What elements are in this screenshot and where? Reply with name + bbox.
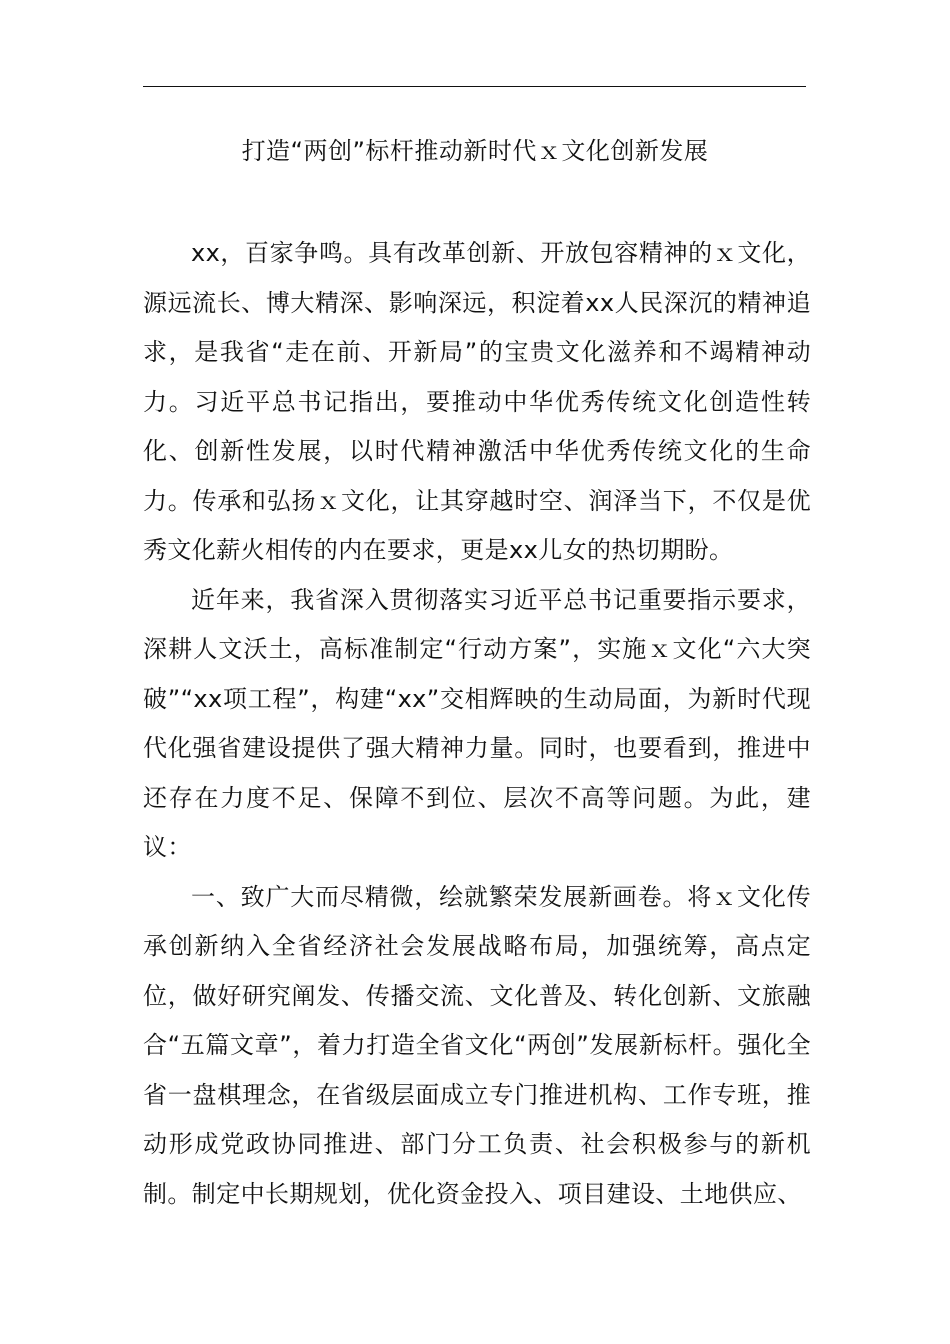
document-body — [143, 229, 811, 1219]
document-title: 打造“两创”标杆推动新时代ｘ文化创新发展 — [241, 137, 709, 165]
paragraph-suggestion-one: 一、致广大而尽精微，绘就繁荣发展新画卷。将ｘ文化传承创新纳入全省经济社会发展战略布局，加强统筹，高点定位，做好研究阐发、传播交流、文化普及、转化创新、文旅融合“五篇文章”，着力打造全省文化“两创”发展新标杆。强化全省一盘棋理念，在省级层面成立专门推进机构、工作专班，推动形成党政协同推进、部门分工负责、社会积极参与的新机制。制定中长期规划，优化资金投入、项目建设、土地供应、 — [143, 882, 811, 1208]
header-rule — [143, 86, 806, 87]
paragraph-context: 近年来，我省深入贯彻落实习近平总书记重要指示要求，深耕人文沃土，高标准制定“行动方案”，实施ｘ文化“六大突破”“xx项工程”，构建“xx”交相辉映的生动局面，为新时代现代化强省建设提供了强大精神力量。同时，也要看到，推进中还存在力度不足、保障不到位、层次不高等问题。为此，建议： — [143, 585, 811, 861]
paragraph-intro: xx，百家争鸣。具有改革创新、开放包容精神的ｘ文化，源远流长、博大精深、影响深远，积淀着xx人民深沉的精神追求，是我省“走在前、开新局”的宝贵文化滋养和不竭精神动力。习近平总书记指出，要推动中华优秀传统文化创造性转化、创新性发展，以时代精神激活中华优秀传统文化的生命力。传承和弘扬ｘ文化，让其穿越时空、润泽当下，不仅是优秀文化薪火相传的内在要求，更是xx儿女的热切期盼。 — [143, 239, 811, 564]
